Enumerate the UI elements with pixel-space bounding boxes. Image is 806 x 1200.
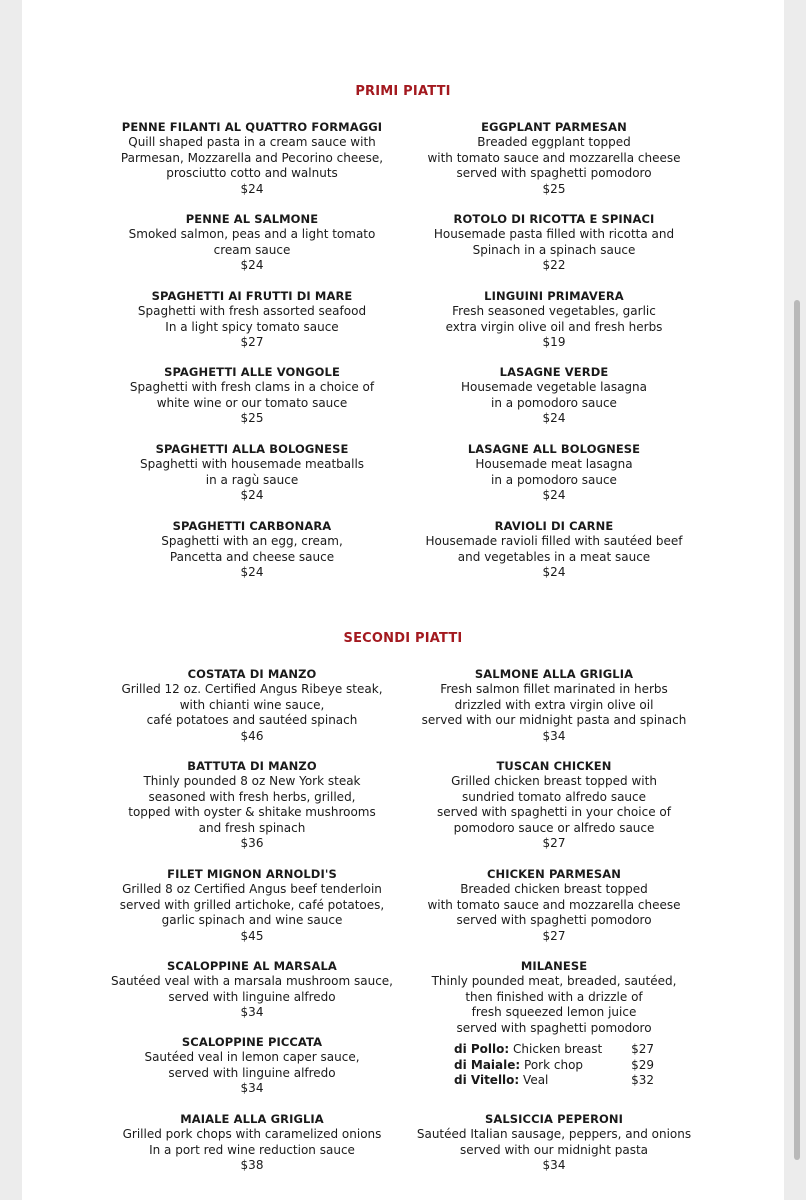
menu-item xyxy=(389,441,719,504)
menu-item-name: MAIALE ALLA GRIGLIA xyxy=(180,1112,324,1126)
page-scrollbar[interactable] xyxy=(794,300,800,1160)
menu-option-row xyxy=(454,1058,654,1074)
menu-item-price: $27 xyxy=(542,836,566,850)
menu-item-description: served with spaghetti pomodoro xyxy=(456,166,652,180)
menu-item xyxy=(389,666,719,744)
menu-option-row xyxy=(454,1042,654,1058)
menu-item-price: $34 xyxy=(542,728,566,743)
menu-item-price: $24 xyxy=(240,565,264,579)
menu-item-price: $45 xyxy=(240,928,264,943)
menu-page xyxy=(22,0,784,1200)
menu-item-description: pomodoro sauce or alfredo sauce xyxy=(453,820,655,835)
menu-item xyxy=(87,518,417,581)
menu-item-description: cream sauce xyxy=(213,242,291,257)
menu-item-name: PENNE FILANTI AL QUATTRO FORMAGGI xyxy=(121,120,383,134)
menu-item xyxy=(87,119,417,197)
menu-item-price: $46 xyxy=(240,728,264,743)
menu-item xyxy=(87,364,417,427)
menu-item-description: Grilled chicken breast topped with xyxy=(451,774,657,788)
menu-item-description: served with linguine alfredo xyxy=(168,989,336,1004)
menu-item-description: garlic spinach and wine sauce xyxy=(161,913,343,927)
menu-item-description: Parmesan, Mozzarella and Pecorino cheese, xyxy=(120,150,384,165)
section-title-secondi-piatti: SECONDI PIATTI xyxy=(343,631,463,646)
menu-option-price: $27 xyxy=(631,1042,654,1056)
menu-item-description: served with grilled artichoke, café potatoes, xyxy=(119,897,385,912)
menu-item-description: with tomato sauce and mozzarella cheese xyxy=(427,897,681,912)
menu-item-name: BATTUTA DI MANZO xyxy=(187,759,317,773)
menu-item xyxy=(389,211,719,274)
menu-item-description: served with spaghetti in your choice of xyxy=(437,805,671,819)
menu-item-name: MILANESE xyxy=(520,959,588,973)
menu-option-description: Pork chop xyxy=(524,1057,584,1072)
menu-item-description: Spaghetti with an egg, cream, xyxy=(161,534,343,548)
menu-item-description: served with our midnight pasta xyxy=(459,1142,649,1157)
menu-item-description: and fresh spinach xyxy=(198,820,306,835)
menu-option-label xyxy=(454,1073,548,1089)
menu-item-description: Housemade meat lasagna xyxy=(475,457,633,471)
menu-item-name: ROTOLO DI RICOTTA E SPINACI xyxy=(453,212,655,226)
menu-item xyxy=(87,1034,417,1097)
menu-item-name: LASAGNE VERDE xyxy=(499,365,609,379)
menu-item-description: Smoked salmon, peas and a light tomato xyxy=(128,227,376,241)
menu-item-description: Spaghetti with fresh assorted seafood xyxy=(137,304,367,318)
menu-item-price: $24 xyxy=(542,565,566,579)
menu-item xyxy=(389,866,719,944)
menu-item-description: Pancetta and cheese sauce xyxy=(169,549,335,564)
menu-item-price: $24 xyxy=(240,488,264,502)
menu-item-description: Sautéed veal with a marsala mushroom sauce, xyxy=(110,974,393,988)
menu-item-description: Grilled 12 oz. Certified Angus Ribeye steak, xyxy=(121,682,383,696)
menu-item-description: seasoned with fresh herbs, grilled, xyxy=(148,789,356,804)
menu-item-description: in a pomodoro sauce xyxy=(491,395,617,410)
menu-item-name: PENNE AL SALMONE xyxy=(185,212,319,226)
menu-option-row xyxy=(454,1073,654,1089)
menu-item-price: $27 xyxy=(542,928,566,943)
menu-item-name: EGGPLANT PARMESAN xyxy=(481,120,627,134)
menu-item-name: SPAGHETTI CARBONARA xyxy=(172,519,332,533)
menu-item-description: Grilled pork chops with caramelized onions xyxy=(122,1127,382,1141)
menu-item-description: served with spaghetti pomodoro xyxy=(456,1020,652,1035)
menu-item xyxy=(389,518,719,581)
menu-item-description: Quill shaped pasta in a cream sauce with xyxy=(128,135,376,149)
menu-item-description: Sautéed Italian sausage, peppers, and onions xyxy=(416,1127,692,1141)
menu-item-name: SALMONE ALLA GRIGLIA xyxy=(474,667,634,681)
menu-option-description: Veal xyxy=(523,1073,549,1087)
menu-item-price: $34 xyxy=(240,1081,264,1095)
menu-option-description: Chicken breast xyxy=(513,1042,603,1056)
menu-item-price: $24 xyxy=(240,258,264,272)
menu-item-price: $19 xyxy=(542,335,566,349)
menu-item xyxy=(389,364,719,427)
menu-item xyxy=(87,288,417,351)
menu-item-description: In a light spicy tomato sauce xyxy=(165,319,339,334)
menu-item-description: Breaded eggplant topped xyxy=(477,135,631,149)
menu-item-name: SALSICCIA PEPERONI xyxy=(484,1112,624,1126)
menu-item-description: with chianti wine sauce, xyxy=(179,697,325,712)
menu-item xyxy=(87,441,417,504)
menu-item-description: and vegetables in a meat sauce xyxy=(457,549,651,564)
menu-item xyxy=(389,119,719,197)
menu-item-description: served with our midnight pasta and spinach xyxy=(421,713,687,727)
menu-item xyxy=(389,288,719,351)
menu-item-description: with tomato sauce and mozzarella cheese xyxy=(427,150,681,165)
menu-item-description: Fresh salmon fillet marinated in herbs xyxy=(440,682,668,696)
menu-option-name: di Vitello: xyxy=(454,1073,520,1087)
menu-item-name: SPAGHETTI ALLE VONGOLE xyxy=(164,365,340,379)
menu-item-description: in a pomodoro sauce xyxy=(491,472,617,487)
menu-item xyxy=(87,211,417,274)
menu-item-description: white wine or our tomato sauce xyxy=(156,395,348,410)
menu-item-price: $38 xyxy=(240,1158,264,1172)
menu-item-description: extra virgin olive oil and fresh herbs xyxy=(445,319,663,334)
menu-item-description: prosciutto cotto and walnuts xyxy=(166,166,338,180)
menu-item xyxy=(87,666,417,744)
menu-item-price: $34 xyxy=(240,1005,264,1019)
menu-item xyxy=(389,1111,719,1174)
menu-item xyxy=(87,1111,417,1174)
menu-option-label xyxy=(454,1058,583,1074)
menu-item-price: $24 xyxy=(240,181,264,196)
menu-item-name: SPAGHETTI AI FRUTTI DI MARE xyxy=(151,289,353,303)
menu-item-name: LASAGNE ALL BOLOGNESE xyxy=(467,442,641,456)
menu-item-description: drizzled with extra virgin olive oil xyxy=(454,697,654,712)
menu-item-description: served with linguine alfredo xyxy=(168,1065,336,1080)
menu-item-price: $27 xyxy=(240,335,264,349)
menu-item-description: In a port red wine reduction sauce xyxy=(149,1142,355,1157)
menu-item xyxy=(389,958,719,1089)
menu-item-description: Fresh seasoned vegetables, garlic xyxy=(452,304,656,318)
menu-option-name: di Pollo: xyxy=(454,1042,510,1056)
menu-item-name: RAVIOLI DI CARNE xyxy=(494,519,614,533)
menu-item-name: LINGUINI PRIMAVERA xyxy=(484,289,624,303)
menu-item xyxy=(87,866,417,944)
menu-item-description: Spaghetti with fresh clams in a choice of xyxy=(129,380,375,394)
menu-item-price: $24 xyxy=(542,488,566,502)
menu-item-name: FILET MIGNON ARNOLDI'S xyxy=(167,867,337,881)
menu-item-description: Thinly pounded meat, breaded, sautéed, xyxy=(431,974,677,988)
menu-item-description: topped with oyster & shitake mushrooms xyxy=(128,805,376,819)
menu-item-name: TUSCAN CHICKEN xyxy=(496,759,612,773)
menu-item-description: café potatoes and sautéed spinach xyxy=(146,713,358,727)
menu-item xyxy=(87,758,417,852)
menu-option-name: di Maiale: xyxy=(454,1057,521,1072)
menu-item-name: COSTATA DI MANZO xyxy=(187,667,317,681)
menu-item-options xyxy=(454,1042,654,1089)
menu-item-name: SCALOPPINE AL MARSALA xyxy=(167,959,337,973)
menu-item-description: Housemade vegetable lasagna xyxy=(460,380,648,394)
menu-item xyxy=(389,758,719,852)
menu-item-description: fresh squeezed lemon juice xyxy=(471,1005,637,1019)
menu-item-name: SPAGHETTI ALLA BOLOGNESE xyxy=(155,442,349,456)
menu-item-description: Thinly pounded 8 oz New York steak xyxy=(143,774,361,788)
menu-item-price: $24 xyxy=(542,411,566,425)
menu-item-description: Housemade ravioli filled with sautéed beef xyxy=(425,534,683,548)
menu-item xyxy=(87,958,417,1021)
menu-item-price: $25 xyxy=(240,411,264,425)
menu-item-price: $22 xyxy=(542,258,566,272)
menu-item-description: Spinach in a spinach sauce xyxy=(472,242,636,257)
menu-item-price: $25 xyxy=(542,181,566,196)
menu-item-description: Spaghetti with housemade meatballs xyxy=(139,457,365,471)
menu-item-description: then finished with a drizzle of xyxy=(465,989,643,1004)
menu-item-description: served with spaghetti pomodoro xyxy=(456,913,652,927)
menu-item-name: SCALOPPINE PICCATA xyxy=(181,1035,323,1049)
menu-item-description: sundried tomato alfredo sauce xyxy=(461,789,647,804)
menu-option-label xyxy=(454,1042,602,1058)
menu-item-description: in a ragù sauce xyxy=(205,472,299,487)
menu-item-description: Sautéed veal in lemon caper sauce, xyxy=(144,1050,360,1064)
menu-item-price: $34 xyxy=(542,1158,566,1172)
section-title-primi-piatti: PRIMI PIATTI xyxy=(355,84,451,99)
menu-item-description: Housemade pasta filled with ricotta and xyxy=(433,227,675,241)
menu-item-description: Breaded chicken breast topped xyxy=(460,882,648,896)
menu-option-price: $32 xyxy=(631,1073,654,1087)
menu-item-price: $36 xyxy=(240,836,264,850)
menu-option-price: $29 xyxy=(631,1057,654,1072)
menu-item-description: Grilled 8 oz Certified Angus beef tenderloin xyxy=(122,882,382,896)
menu-item-name: CHICKEN PARMESAN xyxy=(486,867,621,881)
